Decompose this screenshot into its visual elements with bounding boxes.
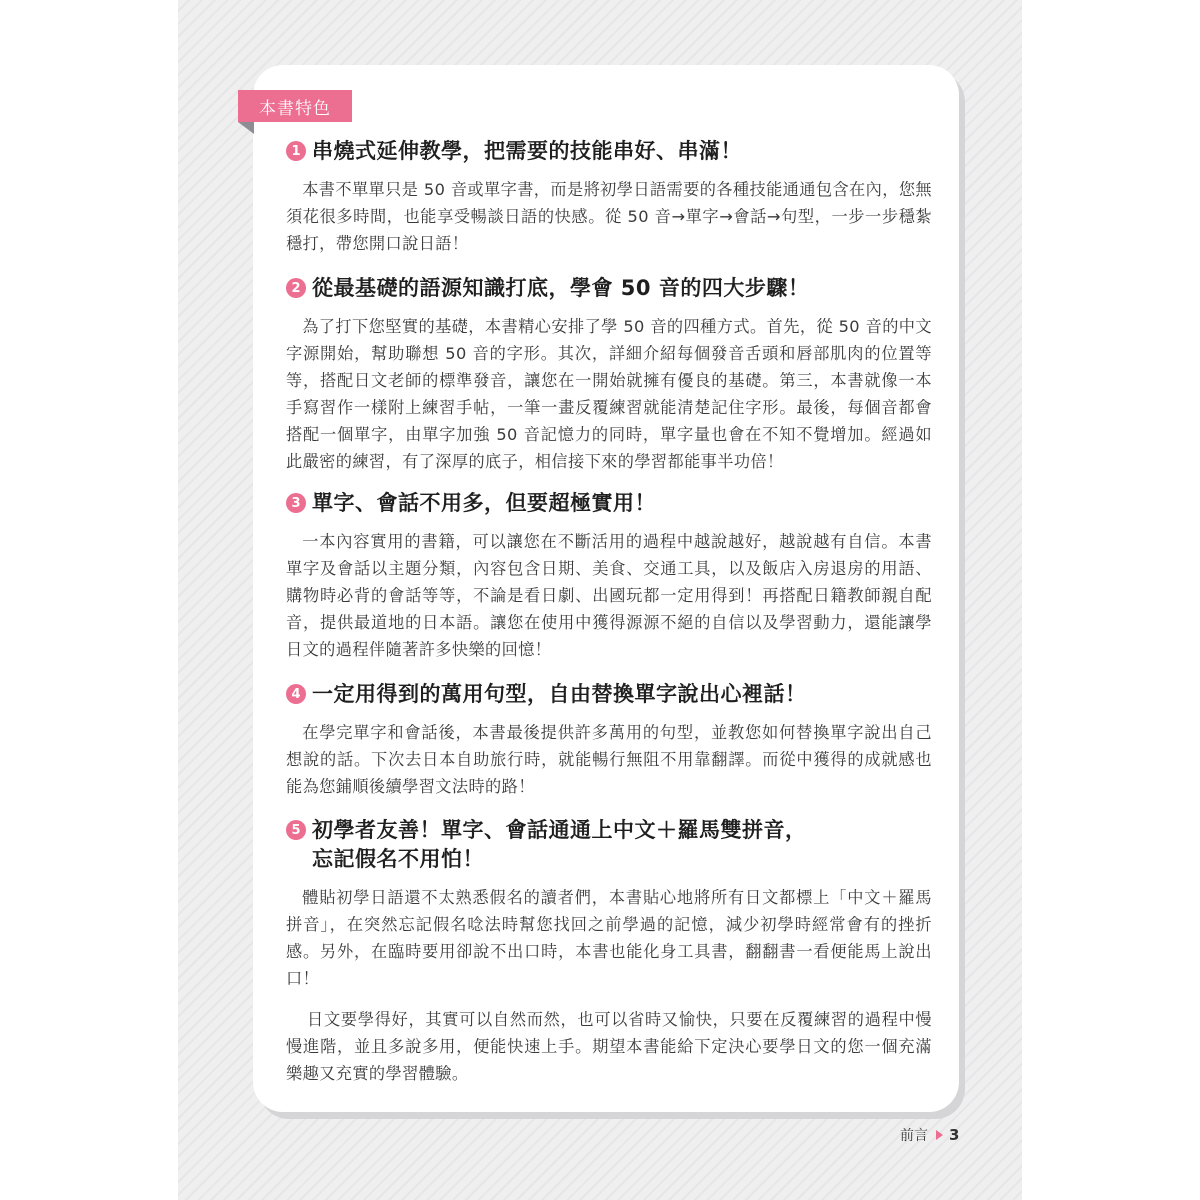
section-title	[312, 816, 807, 874]
section-body: 一本內容實用的書籍，可以讓您在不斷活用的過程中越說越好，越說越有自信。本書單字及會話以主題分類，內容包含日期、美食、交通工具，以及飯店入房退房的用語、購物時必背的會話等等，不論是看日劇、出國玩都一定用得到！再搭配日籍教師親自配音，提供最道地的日本語。讓您在使用中獲得源源不絕的自信以及學習動力，還能讓學日文的過程伴隨著許多快樂的回憶！	[286, 532, 932, 659]
page-footer	[900, 1124, 959, 1146]
feature-section-1	[286, 137, 932, 257]
closing-paragraph: 日文要學得好，其實可以自然而然，也可以省時又愉快，只要在反覆練習的過程中慢慢進階，並且多說多用，便能快速上手。期望本書能給下定決心要學日文的您一個充滿樂趣又充實的學習體驗。	[286, 1010, 932, 1083]
section-tag: 本書特色	[238, 90, 352, 122]
feature-section-3	[286, 489, 932, 663]
section-title: 串燒式延伸教學，把需要的技能串好、串滿！	[312, 139, 742, 163]
section-title: 單字、會話不用多，但要超極實用！	[312, 491, 656, 515]
section-body: 本書不單單只是 50 音或單字書，而是將初學日語需要的各種技能通通包含在內，您無須花很多時間，也能享受暢談日語的快感。從 50 音→單字→會話→句型，一步一步穩紮穩打，帶您開口說日語！	[286, 180, 932, 253]
section-number-badge: 5	[286, 820, 306, 840]
page-number: 3	[949, 1126, 960, 1144]
section-body: 為了打下您堅實的基礎，本書精心安排了學 50 音的四種方式。首先，從 50 音的中文字源開始，幫助聯想 50 音的字形。其次，詳細介紹每個發音舌頭和唇部肌肉的位置等等，搭配日文老師的標準發音，讓您在一開始就擁有優良的基礎。第三，本書就像一本手寫習作一樣附上練習手帖，一筆一畫反覆練習就能清楚記住字形。最後，每個音都會搭配一個單字，由單字加強 50 音記憶力的同時，單字量也會在不知不覺增加。經過如此嚴密的練習，有了深厚的底子，相信接下來的學習都能事半功倍！	[286, 317, 932, 471]
feature-section-4	[286, 680, 932, 800]
section-number-badge: 1	[286, 141, 306, 161]
section-body: 在學完單字和會話後，本書最後提供許多萬用的句型，並教您如何替換單字說出自己想說的話。下次去日本自助旅行時，就能暢行無阻不用靠翻譯。而從中獲得的成就感也能為您鋪順後續學習文法時的路！	[286, 723, 932, 796]
section-title-line2: 忘記假名不用怕！	[312, 847, 484, 871]
section-title: 一定用得到的萬用句型，自由替換單字說出心裡話！	[312, 682, 807, 706]
feature-section-5	[286, 816, 932, 992]
feature-section-2	[286, 274, 932, 475]
tag-fold-decoration	[238, 122, 254, 134]
section-title: 從最基礎的語源知識打底，學會 50 音的四大步驟！	[312, 276, 810, 300]
section-title-line1: 初學者友善！單字、會話通通上中文＋羅馬雙拼音，	[312, 818, 807, 842]
chapter-label: 前言	[900, 1128, 928, 1144]
section-body: 體貼初學日語還不太熟悉假名的讀者們，本書貼心地將所有日文都標上「中文＋羅馬拼音」，在突然忘記假名唸法時幫您找回之前學過的記憶，減少初學時經常會有的挫折感。另外，在臨時要用卻說不出口時，本書也能化身工具書，翻翻書一看便能馬上說出口！	[286, 888, 932, 988]
triangle-right-icon	[936, 1130, 943, 1140]
section-number-badge: 2	[286, 278, 306, 298]
section-number-badge: 3	[286, 493, 306, 513]
section-number-badge: 4	[286, 684, 306, 704]
